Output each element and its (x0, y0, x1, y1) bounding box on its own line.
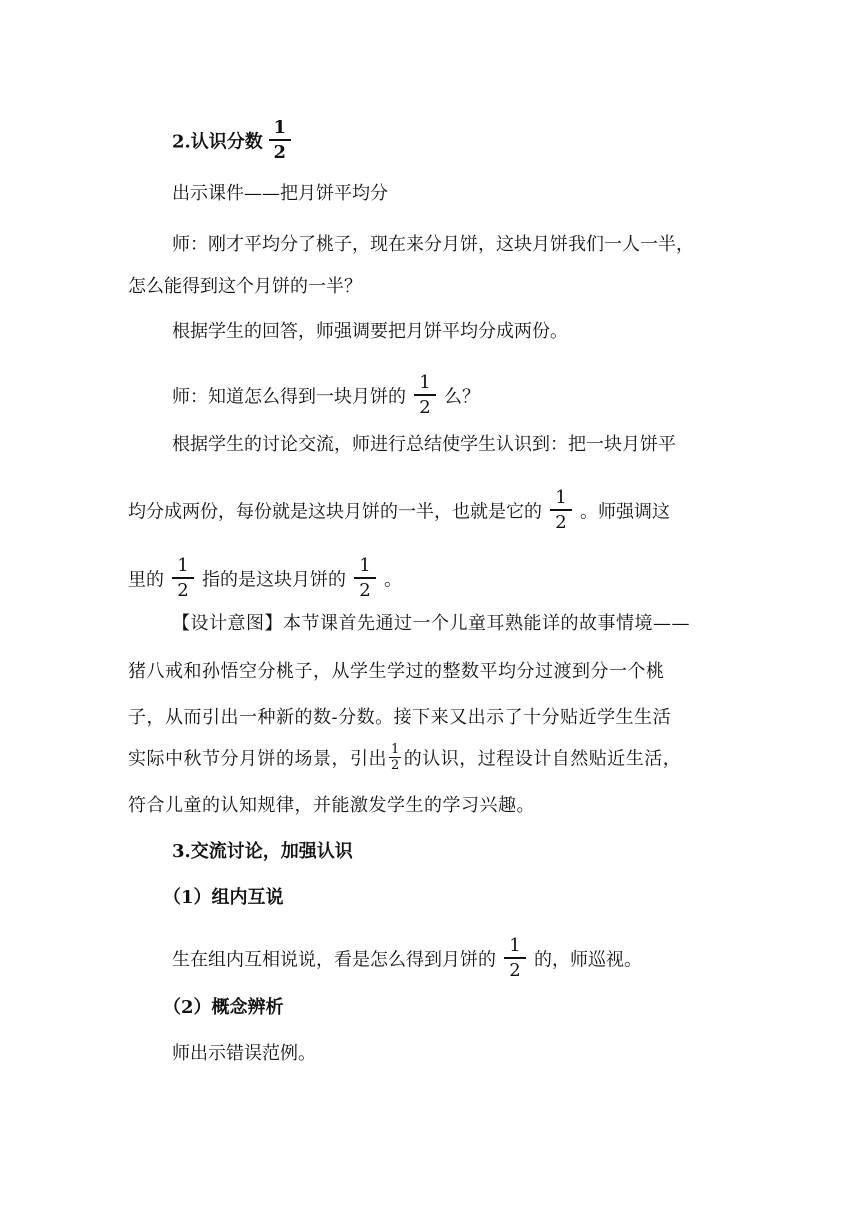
subsection-1-text-line (172, 935, 642, 983)
summary-line-b (128, 487, 670, 535)
subsection-1-heading (163, 886, 284, 910)
design-intent-line-4 (128, 742, 682, 774)
fraction-bar (269, 139, 291, 141)
fraction-denominator: 2 (555, 511, 567, 533)
fraction-numerator: 1 (273, 117, 287, 138)
fraction-one-half (550, 488, 572, 533)
courseware-text: 出示课件——把月饼平均分 (172, 183, 388, 204)
fraction-denominator: 2 (359, 579, 371, 601)
fraction-one-half (172, 556, 194, 601)
design-intent-text-3: 子，从而引出一种新的数-分数。接下来又出示了十分贴近学生生活 (128, 707, 672, 728)
design-intent-line-1 (172, 612, 690, 636)
fraction-numerator: 1 (419, 372, 431, 393)
section-3-heading (172, 840, 353, 864)
fraction-denominator: 2 (177, 579, 189, 601)
summary-text-b: 均分成两份，每份就是这块月饼的一半，也就是它的 (128, 501, 542, 523)
design-intent-line-2 (128, 660, 665, 684)
subsection-2-text: 师出示错误范例。 (172, 1043, 316, 1064)
teacher-line-1a (172, 233, 694, 257)
fraction-bar (504, 957, 526, 959)
summary-line-a (172, 433, 676, 457)
section-3-title: 3.交流讨论，加强认识 (172, 841, 353, 862)
summary-text-c: 里的 (128, 569, 164, 591)
summary-text-c-mid: 指的是这块月饼的 (202, 569, 346, 591)
fraction-one-half (354, 556, 376, 601)
teacher-text-2-suffix: 么？ (444, 386, 480, 408)
student-answer-text: 根据学生的回答，师强调要把月饼平均分成两份。 (172, 321, 568, 342)
fraction-denominator: 2 (273, 141, 287, 163)
subsection-1-text: 生在组内互相说说，看是怎么得到月饼的 (172, 949, 496, 971)
fraction-numerator: 1 (177, 555, 189, 576)
teacher-text-2: 师：知道怎么得到一块月饼的 (172, 386, 406, 408)
courseware-line (172, 182, 388, 206)
fraction-numerator: 1 (555, 487, 567, 508)
section-2-heading (172, 117, 299, 165)
fraction-denominator: 2 (391, 758, 400, 773)
teacher-text-1a: 师：刚才平均分了桃子，现在来分月饼，这块月饼我们一人一半， (172, 234, 694, 255)
subsection-2-text-line (172, 1042, 316, 1066)
subsection-2-title: （2）概念辨析 (163, 997, 284, 1018)
fraction-bar (354, 577, 376, 579)
fraction-one-half (414, 373, 436, 418)
design-intent-text-4: 实际中秋节分月饼的场景，引出 (128, 748, 387, 770)
student-answer-line (172, 320, 568, 344)
design-intent-text-4-suffix: 的认识，过程设计自然贴近生活， (403, 748, 682, 770)
summary-text-a: 根据学生的讨论交流，师进行总结使学生认识到：把一块月饼平 (172, 434, 676, 455)
teacher-line-2 (172, 372, 480, 420)
design-intent-line-5 (128, 794, 535, 818)
fraction-bar (550, 509, 572, 511)
design-intent-text-2: 猪八戒和孙悟空分桃子，从学生学过的整数平均分过渡到分一个桃 (128, 661, 665, 682)
section-2-title-text: 2.认识分数 (172, 131, 263, 153)
teacher-line-1b (128, 275, 362, 299)
design-intent-text-5: 符合儿童的认知规律，并能激发学生的学习兴趣。 (128, 795, 535, 816)
fraction-one-half-small (389, 743, 402, 772)
fraction-bar (172, 577, 194, 579)
subsection-1-title: （1）组内互说 (163, 887, 284, 908)
fraction-numerator: 1 (509, 935, 521, 956)
summary-text-c-suffix: 。 (384, 569, 402, 591)
fraction-one-half (504, 936, 526, 981)
summary-line-c (128, 555, 402, 603)
design-intent-line-3 (128, 706, 671, 730)
design-intent-text-1: 【设计意图】本节课首先通过一个儿童耳熟能详的故事情境—— (172, 613, 690, 634)
fraction-denominator: 2 (419, 396, 431, 418)
fraction-bar (414, 394, 436, 396)
teacher-text-1b: 怎么能得到这个月饼的一半？ (128, 276, 362, 297)
subsection-2-heading (163, 996, 284, 1020)
summary-text-b-suffix: 。师强调这 (580, 501, 670, 523)
fraction-numerator: 1 (391, 742, 400, 757)
fraction-numerator: 1 (359, 555, 371, 576)
fraction-denominator: 2 (509, 959, 521, 981)
subsection-1-text-suffix: 的，师巡视。 (534, 949, 642, 971)
fraction-one-half (269, 118, 291, 163)
